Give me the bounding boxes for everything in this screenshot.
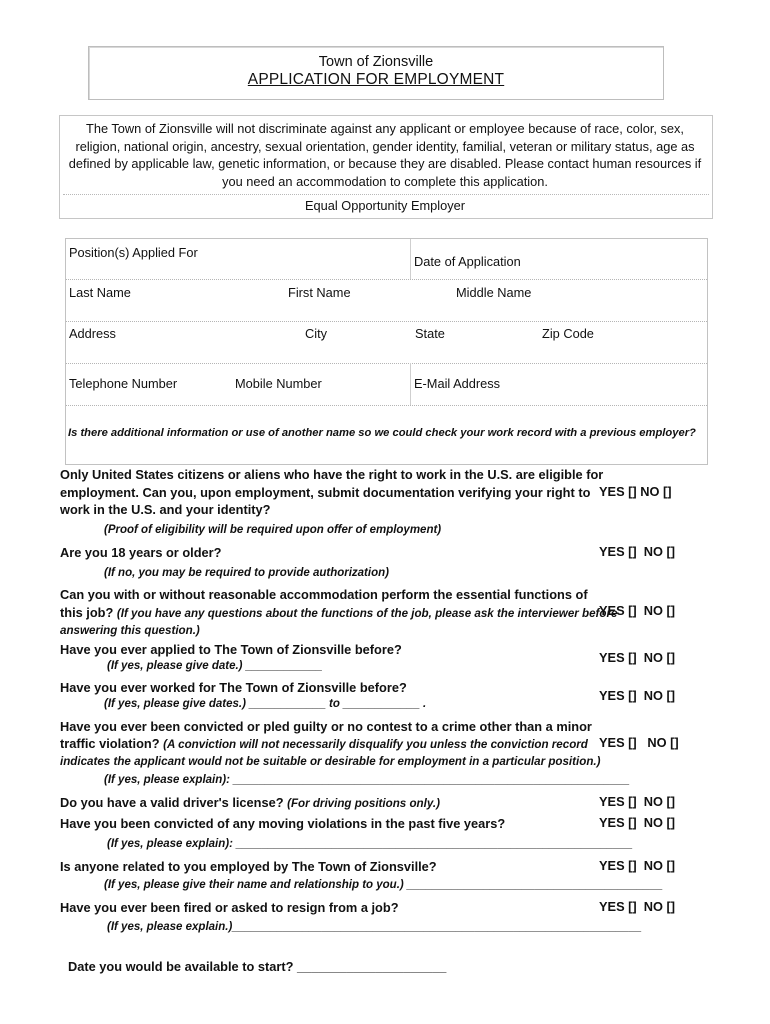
first-name-field[interactable]: First Name: [288, 285, 351, 300]
worked-before-question: Have you ever worked for The Town of Zionsville before?: [60, 680, 407, 695]
conviction-question-line3: [60, 752, 600, 770]
applied-before-question: Have you ever applied to The Town of Zionsville before?: [60, 642, 402, 657]
fired-explain-field[interactable]: (If yes, please explain.)________________________________________________________________: [107, 921, 642, 933]
telephone-field[interactable]: Telephone Number: [69, 376, 178, 391]
worked-before-yes-no[interactable]: YES [] NO []: [599, 688, 676, 703]
form-divider-vertical: [410, 239, 411, 279]
age-note: (If no, you may be required to provide authorization): [104, 567, 389, 579]
related-employee-explain-field[interactable]: (If yes, please give their name and relationship to you.) ________________________________________: [104, 879, 663, 891]
eligibility-yes-no[interactable]: YES [] NO []: [599, 484, 672, 499]
applied-before-yes-no[interactable]: YES [] NO []: [599, 650, 676, 665]
essential-functions-question-hint-end: answering this question.): [60, 624, 200, 637]
drivers-license-question-hint: (For driving positions only.): [287, 797, 440, 810]
eeo-statement: The Town of Zionsville will not discriminate against any applicant or employee because of race, color, sex, religion, national origin, ancestry, sexual orientation, gender identity, familial, veteran or military status, age as defined by applicable law, genetic information, or because they are disabled. Please contact human resources if you need an accommodation to complete this application.: [68, 121, 702, 189]
fired-question: Have you ever been fired or asked to resign from a job?: [60, 900, 399, 915]
applicant-info-form: [65, 238, 708, 465]
age-yes-no[interactable]: YES [] NO []: [599, 544, 676, 559]
state-field[interactable]: State: [415, 326, 445, 341]
email-field[interactable]: E-Mail Address: [414, 376, 501, 391]
applied-before-date-field[interactable]: (If yes, please give date.) ____________: [107, 660, 323, 672]
equal-opportunity-employer: Equal Opportunity Employer: [304, 198, 466, 213]
positions-applied-field[interactable]: Position(s) Applied For: [69, 245, 198, 260]
essential-functions-question-line2: [60, 604, 617, 622]
related-employee-question: Is anyone related to you employed by The Town of Zionsville?: [60, 859, 437, 874]
address-field[interactable]: Address: [69, 326, 116, 341]
conviction-question-line2: [60, 735, 588, 753]
drivers-license-question: [60, 794, 440, 812]
essential-functions-question-hint: (If you have any questions about the functions of the job, please ask the interviewer before: [116, 607, 618, 620]
eligibility-question-line2: employment. Can you, upon employment, submit documentation verifying your right to: [60, 485, 591, 500]
moving-violations-explain-field[interactable]: (If yes, please explain): ______________________________________________________________: [107, 838, 633, 850]
middle-name-field[interactable]: Middle Name: [456, 285, 532, 300]
start-date-field[interactable]: Date you would be available to start? _____________________: [68, 959, 447, 974]
form-divider: [66, 363, 707, 364]
form-divider-vertical: [410, 363, 411, 405]
age-question: Are you 18 years or older?: [60, 545, 222, 560]
moving-violations-yes-no[interactable]: YES [] NO []: [599, 815, 676, 830]
worked-before-dates-field[interactable]: (If yes, please give dates.) ____________ to ____________ .: [104, 698, 427, 710]
drivers-license-yes-no[interactable]: YES [] NO []: [599, 794, 676, 809]
zip-code-field[interactable]: Zip Code: [542, 326, 594, 341]
form-divider: [66, 279, 707, 280]
page-title: APPLICATION FOR EMPLOYMENT: [247, 71, 505, 88]
last-name-field[interactable]: Last Name: [69, 285, 131, 300]
conviction-question-line1: Have you ever been convicted or pled guilty or no contest to a crime other than a minor: [60, 719, 592, 734]
city-field[interactable]: City: [305, 326, 328, 341]
fired-yes-no[interactable]: YES [] NO []: [599, 899, 676, 914]
title-box: [88, 46, 664, 100]
date-of-application-field[interactable]: Date of Application: [414, 254, 521, 269]
form-divider: [66, 321, 707, 322]
mobile-field[interactable]: Mobile Number: [235, 376, 322, 391]
essential-functions-question-lead: this job?: [60, 605, 114, 620]
eligibility-question-line1: Only United States citizens or aliens who have the right to work in the U.S. are eligible for: [60, 467, 604, 482]
additional-info-field[interactable]: Is there additional information or use of another name so we could check your work record with a previous employer?: [68, 427, 696, 439]
town-name: Town of Zionsville: [318, 54, 434, 70]
conviction-yes-no[interactable]: YES [] NO []: [599, 735, 679, 750]
moving-violations-question: Have you been convicted of any moving violations in the past five years?: [60, 816, 506, 831]
conviction-question-hint-end: indicates the applicant would not be suitable or desirable for employment in a particular position.): [60, 755, 601, 768]
drivers-license-question-text: Do you have a valid driver's license?: [60, 795, 284, 810]
essential-functions-yes-no[interactable]: YES [] NO []: [599, 603, 676, 618]
eligibility-note: (Proof of eligibility will be required upon offer of employment): [104, 524, 442, 536]
form-divider: [66, 405, 707, 406]
essential-functions-question-line3: [60, 621, 200, 639]
conviction-question-hint: (A conviction will not necessarily disqualify you unless the conviction record: [163, 738, 588, 751]
essential-functions-question-line1: Can you with or without reasonable accommodation perform the essential functions of: [60, 587, 588, 602]
eligibility-question-line3: work in the U.S. and your identity?: [60, 502, 271, 517]
eeo-divider: [63, 194, 709, 195]
conviction-question-lead: traffic violation?: [60, 736, 160, 751]
conviction-explain-field[interactable]: (If yes, please explain): ______________________________________________________________: [104, 774, 630, 786]
related-employee-yes-no[interactable]: YES [] NO []: [599, 858, 676, 873]
